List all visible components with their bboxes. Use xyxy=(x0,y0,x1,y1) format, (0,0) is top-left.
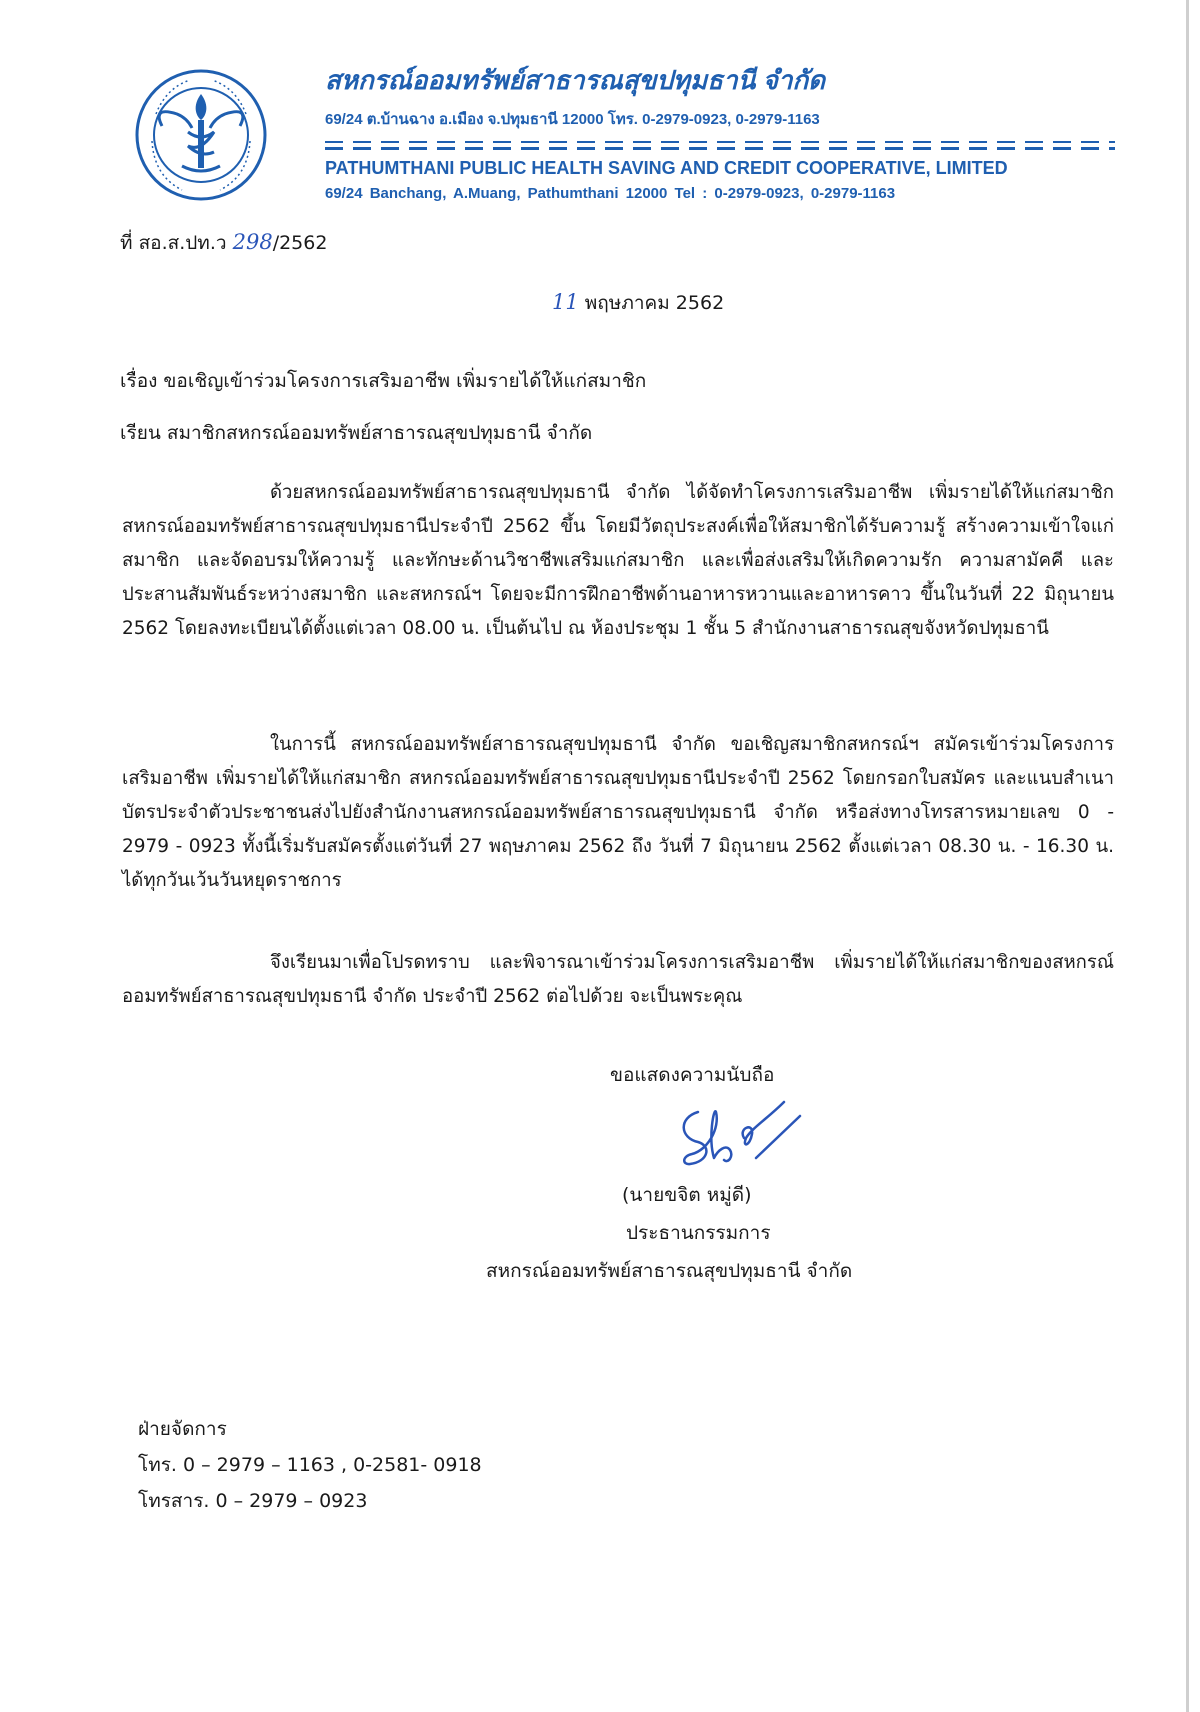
reference-number xyxy=(120,228,327,258)
reference-handwritten-number: 298 xyxy=(232,230,273,254)
body-paragraph-3: จึงเรียนมาเพื่อโปรดทราบ และพิจารณาเข้าร่วมโครงการเสริมอาชีพ เพิ่มรายได้ให้แก่สมาชิกของสหกรณ์ออมทรัพย์สาธารณสุขปทุมธานี จำกัด ประจำปี 2562 ต่อไปด้วย จะเป็นพระคุณ xyxy=(122,952,1114,1007)
signatory-organization: สหกรณ์ออมทรัพย์สาธารณสุขปทุมธานี จำกัด xyxy=(486,1260,853,1282)
date-handwritten-day: 11 xyxy=(552,290,579,314)
letterhead xyxy=(325,60,1125,202)
reference-suffix: /2562 xyxy=(272,232,328,254)
org-address-thai: 69/24 ต.บ้านฉาง อ.เมือง จ.ปทุมธานี 12000 โทร. 0-2979-0923, 0-2979-1163 xyxy=(325,111,820,128)
body-paragraph-1: ด้วยสหกรณ์ออมทรัพย์สาธารณสุขปทุมธานี จำกัด ได้จัดทำโครงการเสริมอาชีพ เพิ่มรายได้ให้แก่สมาชิก สหกรณ์ออมทรัพย์สาธารณสุขปทุมธานีประจำปี 2562 ขึ้น โดยมีวัตถุประสงค์เพื่อให้สมาชิกได้รับความรู้ สร้างความเข้าใจแก่สมาชิก และจัดอบรมให้ความรู้ และทักษะด้านวิชาชีพเสริมแก่สมาชิก และเพื่อส่งเสริมให้เกิดความรัก ความสามัคคี และประสานสัมพันธ์ระหว่างสมาชิก และสหกรณ์ฯ โดยจะมีการฝึกอาชีพด้านอาหารหวานและอาหารคาว ขึ้นในวันที่ 22 มิถุนายน 2562 โดยลงทะเบียนได้ตั้งแต่เวลา 08.00 น. เป็นต้นไป ณ ห้องประชุม 1 ชั้น 5 สำนักงานสาธารณสุขจังหวัดปทุมธานี xyxy=(122,482,1114,639)
signatory-title: ประธานกรรมการ xyxy=(626,1222,771,1244)
org-address-english: 69/24 Banchang, A.Muang, Pathumthani 12000 Tel : 0-2979-0923, 0-2979-1163 xyxy=(325,185,896,202)
reference-prefix: ที่ สอ.ส.ปท.ว xyxy=(120,232,227,254)
letter-subject: เรื่อง ขอเชิญเข้าร่วมโครงการเสริมอาชีพ เพิ่มรายได้ให้แก่สมาชิก xyxy=(120,370,647,392)
org-name-thai: สหกรณ์ออมทรัพย์สาธารณสุขปทุมธานี จำกัด xyxy=(325,65,826,95)
closing-phrase: ขอแสดงความนับถือ xyxy=(610,1064,775,1086)
org-name-english: PATHUMTHANI PUBLIC HEALTH SAVING AND CREDIT COOPERATIVE, LIMITED xyxy=(325,158,1008,178)
letter-date xyxy=(552,288,724,318)
contact-phone: โทร. 0 – 2979 – 1163 , 0-2581- 0918 xyxy=(138,1454,482,1476)
contact-fax: โทรสาร. 0 – 2979 – 0923 xyxy=(138,1490,368,1512)
scan-edge-line xyxy=(1186,0,1189,1712)
contact-department: ฝ่ายจัดการ xyxy=(138,1418,227,1440)
letter-recipient: เรียน สมาชิกสหกรณ์ออมทรัพย์สาธารณสุขปทุมธานี จำกัด xyxy=(120,422,593,444)
signatory-name: (นายขจิต หมู่ดี) xyxy=(622,1184,752,1206)
date-month-year: พฤษภาคม 2562 xyxy=(584,292,725,314)
letterhead-divider xyxy=(325,141,1115,150)
cooperative-seal-logo xyxy=(132,66,270,204)
handwritten-signature xyxy=(668,1098,808,1178)
body-paragraph-2: ในการนี้ สหกรณ์ออมทรัพย์สาธารณสุขปทุมธานี จำกัด ขอเชิญสมาชิกสหกรณ์ฯ สมัครเข้าร่วมโครงการเสริมอาชีพ เพิ่มรายได้ให้แก่สมาชิก สหกรณ์ออมทรัพย์สาธารณสุขปทุมธานีประจำปี 2562 โดยกรอกใบสมัคร และแนบสำเนาบัตรประจำตัวประชาชนส่งไปยังสำนักงานสหกรณ์ออมทรัพย์สาธารณสุขปทุมธานี จำกัด หรือส่งทางโทรสารหมายเลข 0 - 2979 - 0923 ทั้งนี้เริ่มรับสมัครตั้งแต่วันที่ 27 พฤษภาคม 2562 ถึง วันที่ 7 มิถุนายน 2562 ตั้งแต่เวลา 08.30 น. - 16.30 น. ได้ทุกวันเว้นวันหยุดราชการ xyxy=(122,734,1114,891)
